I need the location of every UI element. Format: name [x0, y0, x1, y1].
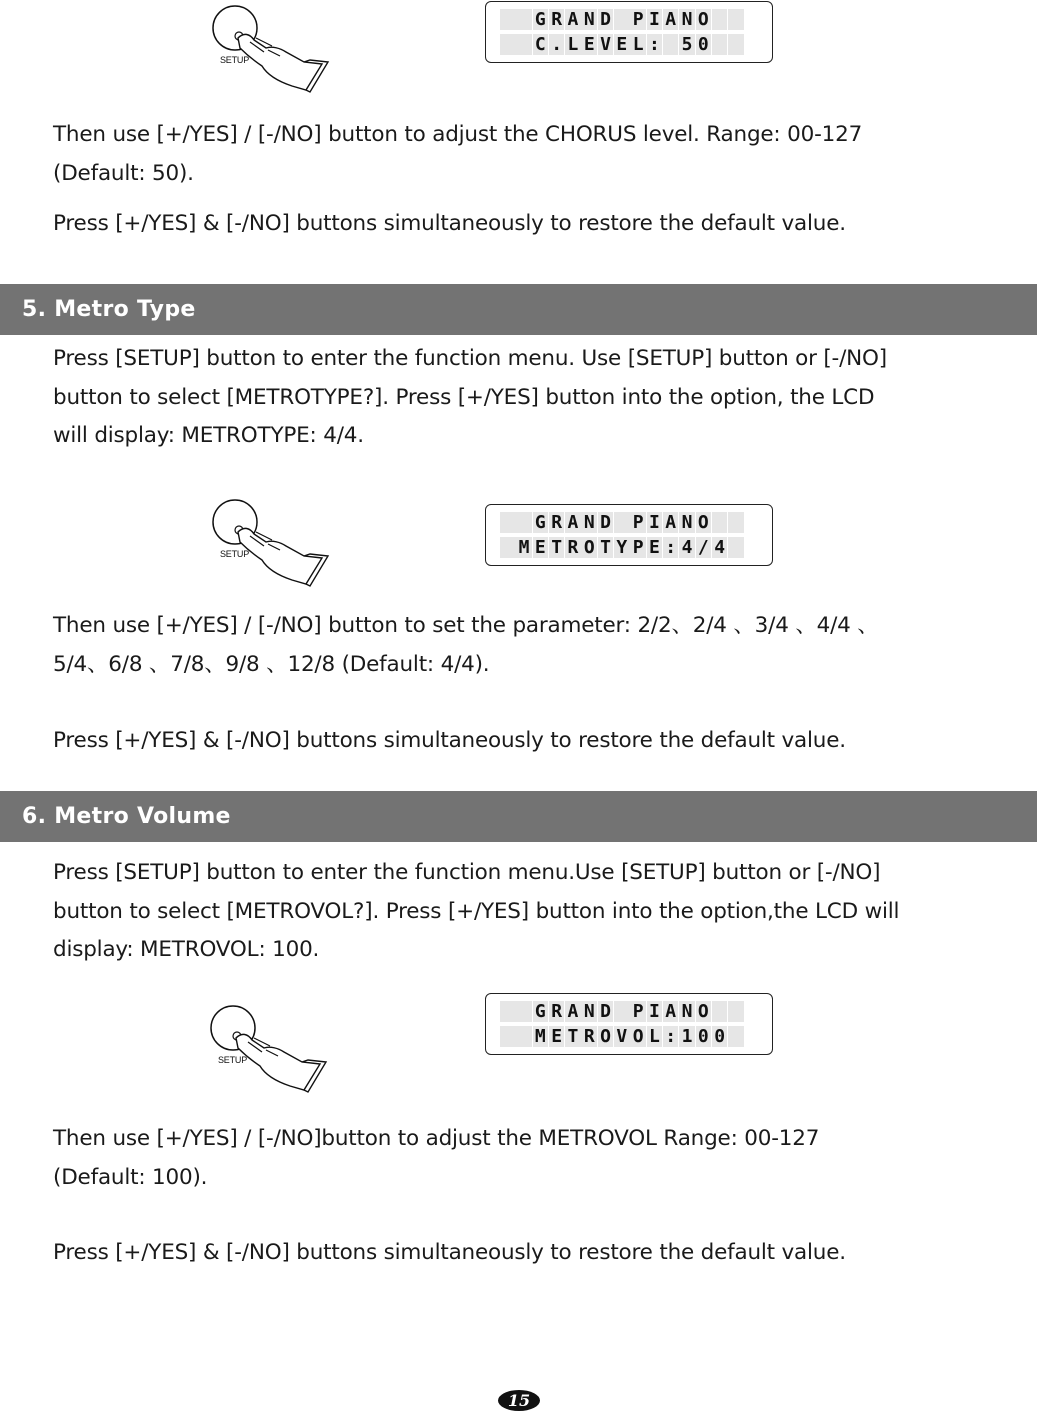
lcd-character-cell: D [598, 512, 614, 533]
lcd-character-cell: I [647, 1001, 663, 1022]
lcd-line-1 [500, 512, 744, 533]
lcd-character-cell: N [581, 512, 597, 533]
lcd-character-cell: D [598, 1001, 614, 1022]
lcd-character-cell: O [598, 1026, 614, 1047]
lcd-character-cell: / [696, 537, 712, 558]
text-line: 5/4、6/8 、7/8、9/8 、12/8 (Default: 4/4). [53, 651, 490, 677]
lcd-character-cell: G [533, 512, 549, 533]
lcd-character-cell [614, 1001, 630, 1022]
section-title: 5. Metro Type [22, 297, 196, 322]
hand-pressing-setup-icon [208, 1002, 328, 1097]
page-number: 15 [498, 1390, 540, 1411]
lcd-character-cell [614, 9, 630, 30]
metro-volume-restore-paragraph [53, 1234, 1023, 1273]
lcd-character-cell: : [663, 537, 679, 558]
text-line: display: METROVOL: 100. [53, 937, 320, 962]
text-line: button to select [METROTYPE?]. Press [+/YES] button into the option, the LCD [53, 384, 875, 410]
lcd-character-cell: E [614, 34, 630, 55]
lcd-character-cell: E [581, 34, 597, 55]
lcd-character-cell: I [647, 512, 663, 533]
lcd-character-cell [712, 34, 728, 55]
section-header-metro-type [0, 284, 1037, 335]
lcd-character-cell: 0 [696, 34, 712, 55]
lcd-character-cell [614, 512, 630, 533]
section-title: 6. Metro Volume [22, 804, 231, 829]
chorus-adjust-paragraph [53, 116, 1023, 193]
lcd-character-cell [728, 34, 744, 55]
text-line: Press [+/YES] & [-/NO] buttons simultaneously to restore the default value. [53, 1240, 846, 1265]
lcd-character-cell [728, 512, 744, 533]
lcd-character-cell [500, 537, 516, 558]
lcd-character-cell: R [549, 512, 565, 533]
lcd-character-cell: 0 [696, 1026, 712, 1047]
lcd-character-cell: T [565, 1026, 581, 1047]
lcd-character-cell: O [581, 537, 597, 558]
text-line: will display: METROTYPE: 4/4. [53, 423, 364, 448]
lcd-character-cell: N [679, 9, 695, 30]
lcd-character-cell [516, 34, 532, 55]
text-line: Press [+/YES] & [-/NO] buttons simultaneously to restore the default value. [53, 211, 846, 236]
lcd-character-cell: A [663, 1001, 679, 1022]
lcd-character-cell [516, 1026, 532, 1047]
metro-volume-adjust-paragraph [53, 1120, 1023, 1197]
lcd-character-cell: P [630, 1001, 646, 1022]
lcd-character-cell: Y [614, 537, 630, 558]
lcd-character-cell: P [630, 9, 646, 30]
lcd-character-cell [663, 34, 679, 55]
lcd-character-cell: N [679, 512, 695, 533]
lcd-character-cell [728, 9, 744, 30]
lcd-character-cell: V [614, 1026, 630, 1047]
lcd-character-cell [500, 1001, 516, 1022]
lcd-character-cell: T [598, 537, 614, 558]
lcd-character-cell: 1 [679, 1026, 695, 1047]
lcd-character-cell: 4 [712, 537, 728, 558]
lcd-character-cell [728, 1026, 744, 1047]
setup-label: SETUP [218, 1055, 248, 1065]
lcd-line-2 [500, 34, 744, 55]
lcd-character-cell: A [565, 9, 581, 30]
lcd-character-cell: M [516, 537, 532, 558]
lcd-character-cell: M [533, 1026, 549, 1047]
text-line: Then use [+/YES] / [-/NO]button to adjust the METROVOL Range: 00-127 [53, 1126, 820, 1151]
lcd-character-cell: L [630, 34, 646, 55]
lcd-line-2 [500, 537, 744, 558]
text-line: Then use [+/YES] / [-/NO] button to set the parameter: 2/2、2/4 、3/4 、4/4 、 [53, 613, 879, 638]
lcd-character-cell: E [533, 537, 549, 558]
lcd-line-1 [500, 1001, 744, 1022]
lcd-character-cell [516, 1001, 532, 1022]
text-line: button to select [METROVOL?]. Press [+/YES] button into the option,the LCD will [53, 898, 900, 924]
lcd-character-cell: . [549, 34, 565, 55]
metro-volume-intro-paragraph [53, 854, 1023, 970]
hand-pressing-setup-icon [210, 2, 330, 97]
lcd-character-cell: : [663, 1026, 679, 1047]
lcd-character-cell: 4 [679, 537, 695, 558]
lcd-character-cell: T [549, 537, 565, 558]
lcd-line-1 [500, 9, 744, 30]
lcd-character-cell [712, 9, 728, 30]
lcd-character-cell: A [663, 9, 679, 30]
lcd-character-cell: O [696, 9, 712, 30]
lcd-character-cell: E [647, 537, 663, 558]
lcd-character-cell: : [647, 34, 663, 55]
setup-button-figure [208, 1002, 328, 1097]
lcd-character-cell [712, 512, 728, 533]
lcd-character-cell: O [696, 1001, 712, 1022]
setup-button-figure [210, 2, 330, 97]
lcd-character-cell [728, 1001, 744, 1022]
lcd-character-cell: R [549, 9, 565, 30]
metro-type-intro-paragraph [53, 340, 1023, 456]
setup-button-figure [210, 496, 330, 591]
section-header-metro-volume [0, 791, 1037, 842]
lcd-character-cell [712, 1001, 728, 1022]
text-line: Press [SETUP] button to enter the function menu.Use [SETUP] button or [-/NO] [53, 860, 881, 885]
lcd-character-cell: L [565, 34, 581, 55]
lcd-character-cell [500, 34, 516, 55]
lcd-character-cell: L [647, 1026, 663, 1047]
lcd-character-cell: R [565, 537, 581, 558]
lcd-character-cell: P [630, 537, 646, 558]
lcd-character-cell: E [549, 1026, 565, 1047]
chorus-restore-paragraph [53, 205, 1023, 244]
lcd-character-cell: N [581, 1001, 597, 1022]
lcd-character-cell: O [696, 512, 712, 533]
setup-label: SETUP [220, 549, 250, 559]
lcd-character-cell: V [598, 34, 614, 55]
lcd-line-2 [500, 1026, 744, 1047]
lcd-character-cell [500, 1026, 516, 1047]
text-line: Then use [+/YES] / [-/NO] button to adjust the CHORUS level. Range: 00-127 [53, 122, 863, 147]
lcd-character-cell: A [663, 512, 679, 533]
lcd-character-cell: R [549, 1001, 565, 1022]
lcd-character-cell: 0 [712, 1026, 728, 1047]
lcd-character-cell: G [533, 9, 549, 30]
lcd-character-cell [728, 537, 744, 558]
lcd-character-cell: O [630, 1026, 646, 1047]
lcd-display [485, 1, 773, 63]
metro-type-parameter-paragraph [53, 607, 1023, 684]
lcd-character-cell: 5 [679, 34, 695, 55]
lcd-character-cell [516, 512, 532, 533]
lcd-display [485, 504, 773, 566]
lcd-character-cell [500, 9, 516, 30]
text-line: Press [+/YES] & [-/NO] buttons simultaneously to restore the default value. [53, 728, 846, 753]
lcd-display [485, 993, 773, 1055]
lcd-character-cell: A [565, 1001, 581, 1022]
lcd-character-cell: N [679, 1001, 695, 1022]
text-line: (Default: 50). [53, 160, 194, 186]
lcd-character-cell: R [581, 1026, 597, 1047]
lcd-character-cell: D [598, 9, 614, 30]
lcd-character-cell [500, 512, 516, 533]
lcd-character-cell: P [630, 512, 646, 533]
setup-label: SETUP [220, 55, 250, 65]
lcd-character-cell: N [581, 9, 597, 30]
lcd-character-cell: I [647, 9, 663, 30]
lcd-character-cell: G [533, 1001, 549, 1022]
text-line: Press [SETUP] button to enter the function menu. Use [SETUP] button or [-/NO] [53, 346, 887, 371]
text-line: (Default: 100). [53, 1164, 208, 1190]
hand-pressing-setup-icon [210, 496, 330, 591]
lcd-character-cell: A [565, 512, 581, 533]
lcd-character-cell: C [533, 34, 549, 55]
lcd-character-cell [516, 9, 532, 30]
metro-type-restore-paragraph [53, 722, 1023, 761]
